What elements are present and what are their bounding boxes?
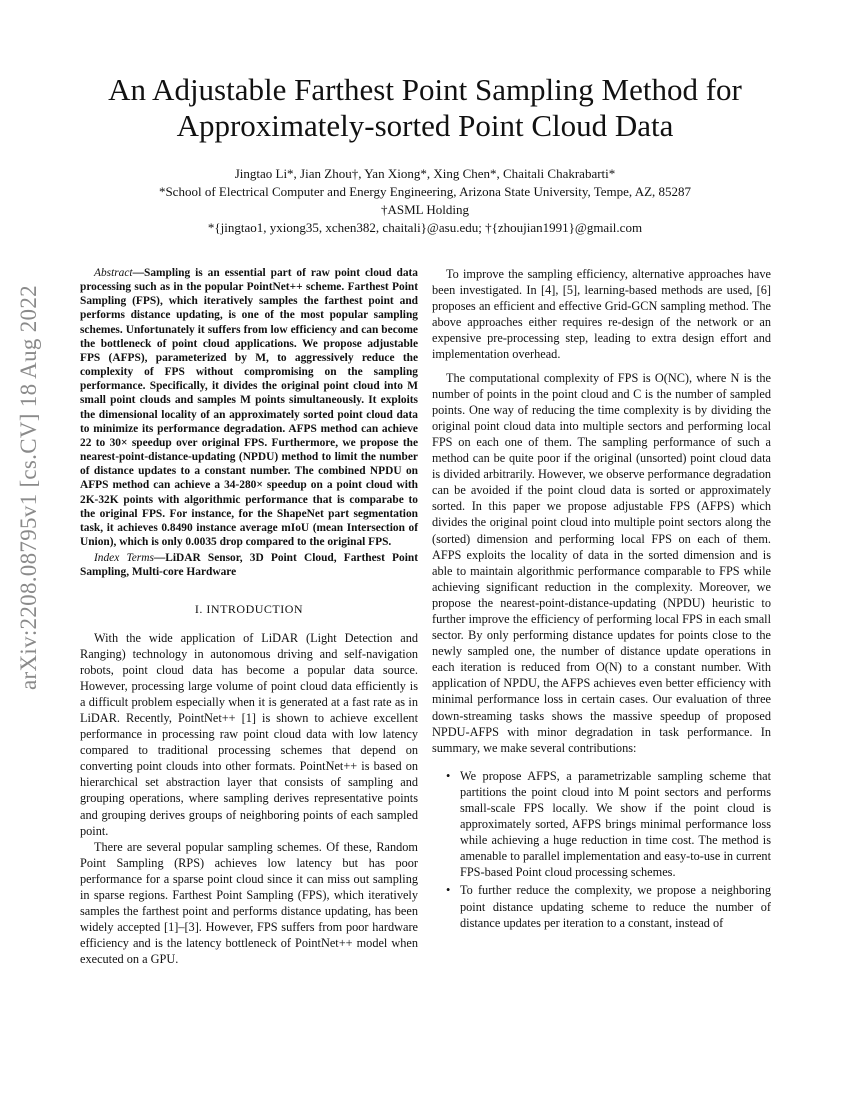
bullet-icon: • bbox=[446, 768, 451, 783]
contributions-list bbox=[432, 768, 771, 931]
list-item bbox=[432, 768, 771, 881]
body-paragraph: To improve the sampling efficiency, alternative approaches have been investigated. In [4], [5], learning-based methods are used, [6] proposes an efficient and effective Grid-GCN sampling method. The above approaches either requires re-design of the network or an expensive pre-processing step, leading to extra design effort and implementation overhead. bbox=[432, 267, 771, 362]
intro-paragraph: With the wide application of LiDAR (Light Detection and Ranging) technology in autonomous driving and self-navigation robots, point cloud data has become a popular data source. However, processing large volume of point cloud data efficiently is a difficult problem especially when it is generated at a fast rate as in LiDAR. Recently, PointNet++ [1] is shown to achieve excellent performance in processing raw point cloud data with low latency compared to traditional processing schemes that depend on converting point clouds into other formats. PointNet++ is based on hierarchical set abstraction layer that consists of sampling and grouping operations, where sampling derives representative points and grouping derives groups of neighboring points of each sampled point. bbox=[80, 630, 418, 838]
index-terms-lead: Index Terms bbox=[94, 552, 154, 565]
abstract-text: —Sampling is an essential part of raw point cloud data processing such as in the popular PointNet++ scheme. Farthest Point Sampling (FPS), which iteratively samples the farthest point and performs distance updating, is one of the most popular sampling schemes. Unfortunately it suffers from low efficiency and can become the bottleneck of point cloud applications. We propose adjustable FPS (AFPS), parameterized by M, to aggressively reduce the complexity of FPS without compromising on the sampling performance. Specifically, it divides the original point cloud into M small point clouds and samples M points simultaneously. It exploits the dimensional locality of an approximately sorted point cloud data to minimize its performance degradation. AFPS method can achieve 22 to 30× speedup over original FPS. Furthermore, we propose the nearest-point-distance-updating (NPDU) method to limit the number of distance updates to a constant number. The combined NPDU on AFPS method can achieve a 34-280× speedup on a point cloud with 2K-32K points with algorithmic performance that is comparabe to the original FPS. For instance, for the ShapeNet part segmentation task, it achieves 0.8490 instance average mIoU (mean Intersection of Union), which is only 0.0035 drop compared to the original FPS. bbox=[80, 267, 418, 548]
right-column bbox=[432, 266, 771, 933]
body-paragraph: The computational complexity of FPS is O(NC), where N is the number of points in the point cloud and C is the number of sampled points. One way of reducing the time complexity is by dividing the original point cloud data into multiple sectors and performing local FPS on each one of them. The sampling performance of such a method can be quite poor if the original (unsorted) point cloud data is divided arbitrarily. However, we observe performance degradation can be avoided if the point cloud data is sorted or approximately sorted. In this paper we propose adjustable FPS (AFPS) which divides the original point cloud into multiple point sectors along the (sorted) dimension and performing local FPS on each of them. AFPS exploits the locality of data in the sorted dimension and is able to maintain algorithmic performance comparable to FPS while achieving significant reduction in the complexity. Moreover, we propose the nearest-point-distance-updating (NPDU) heuristic to further improve the efficiency of performing local FPS in each small sector. By only performing distance updates for points close to the newly sampled one, the number of distance update operations in each iteration is reduced from O(N) to a constant number. With application of NPDU, the AFPS achieves even better efficiency with minimal performance loss in certain cases. Our evaluation of three down-streaming tasks shows the massive speedup of proposed NPDU-AFPS with minor degradation in task performance. In summary, we make several contributions: bbox=[432, 370, 771, 755]
author-names: Jingtao Li*, Jian Zhou†, Yan Xiong*, Xing Chen*, Chaitali Chakrabarti* bbox=[234, 166, 616, 181]
abstract bbox=[80, 266, 418, 549]
affiliation-asml: †ASML Holding bbox=[381, 202, 469, 217]
arxiv-identifier: arXiv:2208.08795v1 [cs.CV] 18 Aug 2022 bbox=[16, 285, 41, 690]
intro-paragraph: There are several popular sampling schemes. Of these, Random Point Sampling (RPS) achieves low latency but has poor performance for a sparse point cloud since it can miss out sampling in sparse regions. Farthest Point Sampling (FPS), which iteratively samples the farthest point and performs distance updating, has been widely accepted [1]–[3]. However, FPS suffers from poor hardware efficiency and is the latency bottleneck of PointNet++ model when executed on a GPU. bbox=[80, 839, 418, 967]
section-heading-introduction: I. INTRODUCTION bbox=[194, 602, 304, 617]
index-terms-text: —LiDAR Sensor, 3D Point Cloud, Farthest Point Sampling, Multi-core Hardware bbox=[80, 552, 418, 579]
affiliation-asu: *School of Electrical Computer and Energy Engineering, Arizona State University, Tempe, AZ, 85287 bbox=[158, 184, 692, 199]
title-line-2: Approximately-sorted Point Cloud Data bbox=[176, 108, 674, 143]
author-block bbox=[40, 165, 810, 237]
author-emails: *{jingtao1, yxiong35, xchen382, chaitali}@asu.edu; †{zhoujian1991}@gmail.com bbox=[207, 220, 643, 235]
abstract-lead: Abstract bbox=[94, 267, 133, 279]
index-terms bbox=[80, 551, 418, 579]
bullet-icon: • bbox=[446, 883, 451, 898]
list-item bbox=[432, 882, 771, 930]
list-item-text: We propose AFPS, a parametrizable sampling scheme that partitions the point cloud into M point sectors and performs small-scale FPS locally. We show if the point cloud is approximately sorted, AFPS brings minimal performance loss while achieving a huge reduction in time cost. The method is amenable to parallel implementation and easy-to-use in current FPS-based Point cloud processing schemes. bbox=[460, 768, 771, 880]
title-line-1: An Adjustable Farthest Point Sampling Method for bbox=[108, 72, 742, 107]
paper-title bbox=[40, 72, 810, 144]
list-item-text: To further reduce the complexity, we propose a neighboring point distance updating scheme to reduce the number of distance updates per iteration to a constant, instead of bbox=[460, 883, 771, 930]
left-column bbox=[80, 266, 418, 968]
